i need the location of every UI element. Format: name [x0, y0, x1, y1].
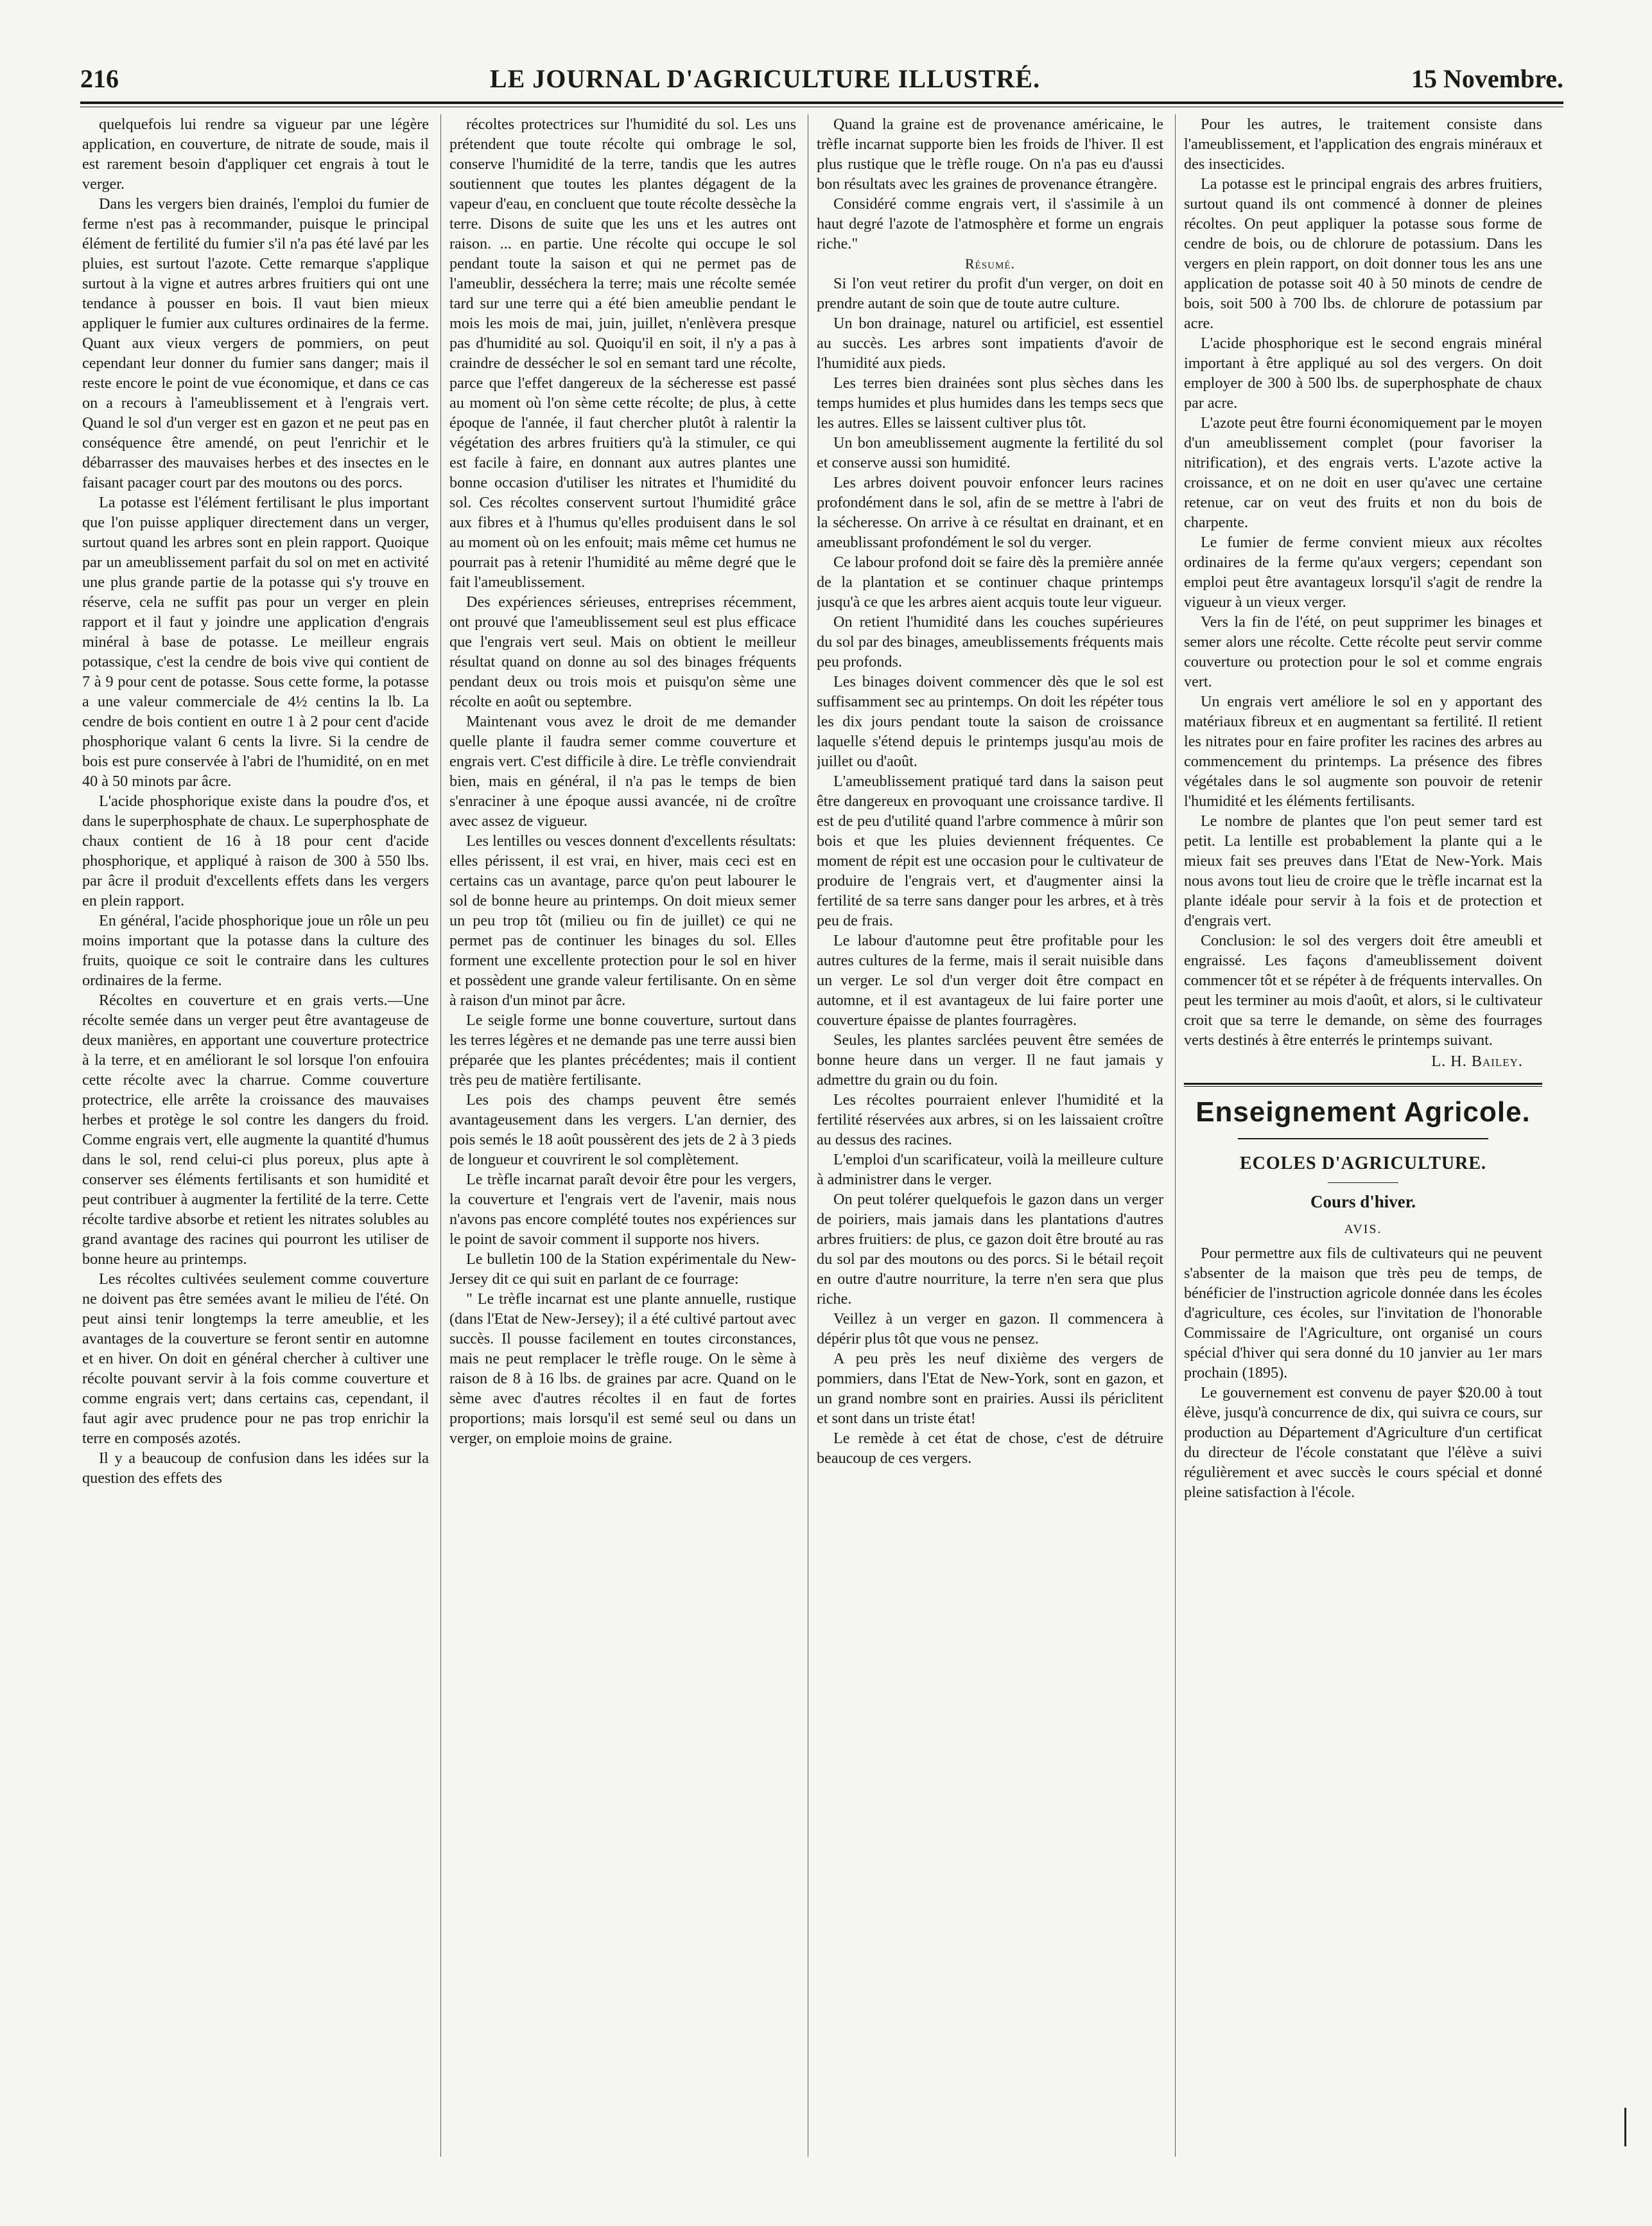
short-rule	[1328, 1182, 1398, 1183]
paragraph: Les pois des champs peuvent être semés avantageusement dans les vergers. L'an dernier, des pois semés le 18 août poussèrent des jets de 2 à 3 pieds de longueur et couvrirent le sol complètement.	[449, 1091, 796, 1168]
paragraph: Pour permettre aux fils de cultivateurs qui ne peuvent s'absenter de la maison que très peu de temps, de bénéficier de l'instruction agricole donnée dans les écoles d'agriculture, ces écoles, sur l'invitation de l'honorable Commissaire de l'Agriculture, ont organisé un cours spécial d'hiver qui sera donné du 10 janvier au 1er mars prochain (1895).	[1184, 1245, 1542, 1381]
margin-mark	[1624, 2108, 1626, 2146]
column-3	[817, 114, 1163, 2169]
paragraph: Un bon ameublissement augmente la fertilité du sol et conserve aussi son humidité.	[817, 434, 1163, 471]
paragraph: Seules, les plantes sarclées peuvent être semées de bonne heure dans un verger. Il ne faut jamais y admettre du grain ou du foin.	[817, 1031, 1163, 1089]
section-title: Enseignement Agricole.	[1196, 1096, 1531, 1128]
paragraph: Les arbres doivent pouvoir enfoncer leurs racines profondément dans le sol, afin de se mettre à l'abri de la sécheresse. On arrive à ce résultat en drainant, et en ameublissant profondément le sol du verger.	[817, 474, 1163, 551]
paragraph: L'acide phosphorique existe dans la poudre d'os, et dans le superphosphate de chaux. Le superphosphate de chaux contient de 16 à 18 pour cent d'acide phosphorique, et appliqué à raison de 300 à 550 lbs. par âcre il produit d'excellents effets dans les vergers en plein rapport.	[82, 793, 429, 909]
column-4	[1184, 114, 1542, 2169]
paragraph: Veillez à un verger en gazon. Il commencera à dépérir plus tôt que vous ne pensez.	[817, 1310, 1163, 1347]
paragraph: Il y a beaucoup de confusion dans les idées sur la question des effets des	[82, 1450, 429, 1487]
column-divider	[440, 114, 441, 2157]
page-header	[80, 59, 1563, 98]
paragraph: Pour les autres, le traitement consiste dans l'ameublissement, et l'application des engrais minéraux et des insecticides.	[1184, 116, 1542, 173]
paragraph: Des expériences sérieuses, entreprises récemment, ont prouvé que l'ameublissement seul est plus efficace que l'engrais vert seul. Mais on obtient le meilleur résultat quand on donne au sol des binages fréquents pendant deux ou trois mois et puisqu'on sème une récolte en août ou septembre.	[449, 593, 796, 710]
notice-label: AVIS.	[1344, 1222, 1382, 1236]
paragraph: Le labour d'automne peut être profitable pour les autres cultures de la ferme, mais il serait nuisible dans un verger. Le sol d'un verger doit être compact en automne, et il est avantageux de lui faire porter une couverture épaisse de plantes fourragères.	[817, 932, 1163, 1029]
issue-date: 15 Novembre.	[1411, 64, 1563, 93]
paragraph: Un bon drainage, naturel ou artificiel, est essentiel au succès. Les arbres sont impatients d'avoir de l'humidité aux pieds.	[817, 315, 1163, 372]
paragraph: L'acide phosphorique est le second engrais minéral important à être appliqué au sol des vergers. On doit employer de 300 à 500 lbs. de superphosphate de chaux par acre.	[1184, 335, 1542, 412]
column-1	[82, 114, 429, 2169]
paragraph: Conclusion: le sol des vergers doit être ameubli et engraissé. Les façons d'ameublissement doivent commencer tôt et se répéter à de fréquents intervalles. On peut les terminer au mois d'août, et alors, si le cultivateur croit que sa terre le demande, on sème des fourrages verts destinés à être enterrés le printemps suivant.	[1184, 932, 1542, 1049]
paragraph: L'emploi d'un scarificateur, voilà la meilleure culture à administrer dans le verger.	[817, 1151, 1163, 1188]
paragraph: Le seigle forme une bonne couverture, surtout dans les terres légères et ne demande pas une terre aussi bien préparée que les plantes précédentes; mais il contient très peu de matière fertilisante.	[449, 1012, 796, 1089]
section-rule	[1184, 1083, 1542, 1085]
paragraph: Les récoltes cultivées seulement comme couverture ne doivent pas être semées avant le milieu de l'été. On peut ainsi tenir longtemps la terre ameublie, et les avantages de la couverture se feront sentir en automne et en hiver. On doit en général chercher à cultiver une récolte pouvant servir à la fois comme couverture et comme engrais vert; dans certains cas, cependant, il faut agir avec prudence pour ne pas trop enrichir la terre en composés azotés.	[82, 1270, 429, 1447]
section-title-rule	[1238, 1138, 1489, 1139]
paragraph: L'ameublissement pratiqué tard dans la saison peut être dangereux en provoquant une croissance tardive. Il est de peu d'utilité quand l'arbre commence à mûrir son bois et que les pluies deviennent fréquentes. Ce moment de répit est une occasion pour le cultivateur de produire de l'engrais vert, et d'augmenter ainsi la fertilité de sa terre sans danger pour les arbres, et à très peu de frais.	[817, 773, 1163, 929]
paragraph: Les lentilles ou vesces donnent d'excellents résultats: elles périssent, il est vrai, en hiver, mais ceci est en certains cas un avantage, parce qu'on peut labourer le sol de bonne heure au printemps. On doit mieux semer un peu trop tôt (milieu ou fin de juillet) ce qui ne permet pas de continuer les binages du sol. Elles forment une excellente protection pour le sol en hiver et possèdent une grande valeur fertilisante. On en sème à raison d'un minot par âcre.	[449, 832, 796, 1009]
paragraph: Ce labour profond doit se faire dès la première année de la plantation et se continuer chaque printemps jusqu'à ce que les arbres aient acquis toute leur vigueur.	[817, 554, 1163, 611]
paragraph: Un engrais vert améliore le sol en y apportant des matériaux fibreux et en augmentant sa fertilité. Il retient les nitrates pour en faire profiter les racines des arbres au commencement du printemps. La présence des fibres végétales dans le sol augmente son pouvoir de retenir l'humidité et les éléments fertilisants.	[1184, 693, 1542, 810]
paragraph: Récoltes en couverture et en grais verts.—Une récolte semée dans un verger peut être avantageuse de deux manières, en apportant une couverture protectrice à la terre, et en améliorant le sol lorsque l'on enfouira cette récolte avec la charrue. Comme couverture protectrice, elle arrête la croissance des mauvaises herbes et protège le sol contre les dangers du froid. Comme engrais vert, elle augmente la quantité d'humus dans le sol, rend celui-ci plus poreux, plus apte à conserver ses éléments fertilisants et son humidité et peut contribuer à augmenter la fertilité de la terre. Cette récolte tardive absorbe et retient les nitrates solubles au grand avantage des racines qui pourront les utiliser de bonne heure au printemps.	[82, 992, 429, 1268]
paragraph: " Le trèfle incarnat est une plante annuelle, rustique (dans l'Etat de New-Jersey); il a été cultivé partout avec succès. Il pousse facilement en toutes circonstances, mais ne peut remplacer le trèfle rouge. On le sème à raison de 8 à 16 lbs. de graines par acre. Quand on le sème avec d'autres récoltes il en faut de fortes proportions; mais lorsqu'il est semé seul ou dans un verger, on emploie moins de graine.	[449, 1290, 796, 1447]
column-2	[449, 114, 796, 2169]
paragraph: Le bulletin 100 de la Station expérimentale du New-Jersey dit ce qui suit en parlant de ce fourrage:	[449, 1250, 796, 1288]
section-enseignement	[1184, 1083, 1542, 1502]
column-divider	[1175, 114, 1176, 2157]
paragraph: Les terres bien drainées sont plus sèches dans les temps humides et plus humides dans les temps secs que les autres. Elles se laissent cultiver plus tôt.	[817, 374, 1163, 432]
header-rule	[80, 101, 1563, 104]
section-rule-thin	[1184, 1086, 1542, 1087]
page-number: 216	[80, 64, 119, 93]
paragraph: Le remède à cet état de chose, c'est de détruire beaucoup de ces vergers.	[817, 1430, 1163, 1467]
journal-title: LE JOURNAL D'AGRICULTURE ILLUSTRÉ.	[489, 64, 1041, 93]
paragraph: Maintenant vous avez le droit de me demander quelle plante il faudra semer comme couverture et engrais vert. C'est difficile à dire. Le trèfle conviendrait bien, mais en général, il n'a pas le temps de bien s'enraciner à une époque aussi avancée, ni de croître avec assez de vigueur.	[449, 713, 796, 830]
paragraph: En général, l'acide phosphorique joue un rôle un peu moins important que la potasse dans la culture des fruits, quoique ce soit le contraire dans les cultures ordinaires de la ferme.	[82, 912, 429, 989]
paragraph: Le trèfle incarnat paraît devoir être pour les vergers, la couverture et l'engrais vert de l'avenir, mais nous n'avons pas encore complété toutes nos expériences sur le point de savoir comment il supporte nos hivers.	[449, 1171, 796, 1248]
paragraph: Les récoltes pourraient enlever l'humidité et la fertilité réservées aux arbres, si on les laissaient croître au dessus des racines.	[817, 1091, 1163, 1148]
paragraph: Si l'on veut retirer du profit d'un verger, on doit en prendre autant de soin que de toute autre culture.	[817, 275, 1163, 312]
paragraph: On retient l'humidité dans les couches supérieures du sol par des binages, ameublissements fréquents mais peu profonds.	[817, 613, 1163, 670]
paragraph: quelquefois lui rendre sa vigueur par une légère application, en couverture, de nitrate de soude, mais il est rarement besoin d'appliquer cet engrais à tout le verger.	[82, 116, 429, 193]
paragraph: La potasse est l'élément fertilisant le plus important que l'on puisse appliquer directement dans un verger, surtout quand les arbres sont en plein rapport. Quoique par un ameublissement parfait du sol on met en activité une plus grande partie de la potasse qui s'y trouve en réserve, cela ne suffit pas pour un verger en plein rapport et il faut y joindre une application d'engrais minéral à base de potasse. Le meilleur engrais potassique, c'est la cendre de bois vive qui contient de 7 à 9 pour cent de potasse. Sous cette forme, la potasse a une valeur commerciale de 4½ centins la lb. La cendre de bois contient en outre 1 à 2 pour cent d'acide phosphorique valant 6 cents la livre. Si la cendre de bois est pure conservée à l'abri de l'humidité, on en met 40 à 50 minots par âcre.	[82, 494, 429, 790]
paragraph: Les binages doivent commencer dès que le sol est suffisamment sec au printemps. On doit les répéter tous les dix jours pendant toute la saison de croissance laquelle s'étend depuis le printemps jusqu'au mois de juillet ou d'août.	[817, 673, 1163, 770]
paragraph: Considéré comme engrais vert, il s'assimile à un haut degré l'azote de l'atmosphère et forme un engrais riche."	[817, 195, 1163, 252]
paragraph: Dans les vergers bien drainés, l'emploi du fumier de ferme n'est pas à recommander, puisque le principal élément de fertilité du fumier s'il n'a pas été lavé par les pluies, est surtout l'azote. Cette remarque s'applique surtout à la vigne et autres arbres fruitiers qui ont une tendance à pousser en bois. Il vaut bien mieux appliquer le fumier aux cultures ordinaires de la ferme. Quant aux vieux vergers de pommiers, on peut cependant leur donner du fumier sans danger; mais il reste encore le point de vue économique, et dans ce cas on a recours à l'ameublissement et à l'engrais vert. Quand le sol d'un verger est en gazon et ne peut pas en conséquence être amendé, on peut l'enrichir et le débarrasser des mauvaises herbes et des insectes en le faisant pacager court par des moutons ou des porcs.	[82, 195, 429, 491]
paragraph: La potasse est le principal engrais des arbres fruitiers, surtout quand ils ont commencé à donner de pleines récoltes. On peut appliquer la potasse sous forme de cendre de bois, ou de chlorure de potassium. Dans les vergers en plein rapport, on doit donner tous les ans une application de potasse soit 40 à 50 minots de cendre de bois, soit 500 à 700 lbs. de chlorure de potassium par acre.	[1184, 175, 1542, 332]
paragraph: Quand la graine est de provenance américaine, le trèfle incarnat supporte bien les froids de l'hiver. Il est plus rustique que le trèfle rouge. On n'a pas eu d'aussi bon résultats avec les graines de provenance étrangère.	[817, 116, 1163, 193]
paragraph: Le fumier de ferme convient mieux aux récoltes ordinaires de la ferme qu'aux vergers; cependant son emploi peut être avantageux lorsqu'il s'agit de rendre la vigueur à un vieux verger.	[1184, 534, 1542, 611]
paragraph: A peu près les neuf dixième des vergers de pommiers, dans l'Etat de New-York, sont en gazon, et un grand nombre sont en prairies. Aussi ils périclitent et sont dans un triste état!	[817, 1350, 1163, 1427]
paragraph: Le nombre de plantes que l'on peut semer tard est petit. La lentille est probablement la plante qui a le mieux fait ses preuves dans l'Etat de New-York. Mais nous avons tout lieu de croire que le trèfle incarnat est la plante idéale pour servir à la fois et de protection et d'engrais vert.	[1184, 812, 1542, 929]
paragraph: récoltes protectrices sur l'humidité du sol. Les uns prétendent que toute récolte qui ombrage le sol, conserve l'humidité de la terre, tandis que les autres soutiennent que toutes les plantes dégagent de la vapeur d'eau, en concluent que toute récolte dessèche la terre. Disons de suite que les uns et les autres ont raison. ... en partie. Une récolte qui occupe le sol pendant toute la saison et qui ne permet pas de l'ameublir, desséchera la terre; mais une récolte semée tard sur une terre qui a été bien ameublie pendant le mois les mois de mai, juin, juillet, n'enlèvera presque pas d'humidité au sol. Quoiqu'il en soit, il n'y a pas à craindre de dessécher le sol en semant tard une récolte, parce que l'effet dangereux de la sécheresse est passé au moment où l'on sème cette récolte; de plus, à cette époque de l'année, il faut chercher plutôt à ralentir la végétation des arbres fruitiers qu'à la stimuler, ce qui est facile à faire, en donnant aux autres plantes une bonne occasion d'utiliser les nitrates et l'humidité du sol. Ces récoltes conservent surtout l'humidité grâce aux fibres et à l'humus qu'elles produisent dans le sol au moment où on les enfouit; mais même cet humus ne pourrait pas à retenir l'humidité au même degré que le fait l'ameublissement.	[449, 116, 796, 591]
paragraph: Vers la fin de l'été, on peut supprimer les binages et semer alors une récolte. Cette récolte peut servir comme couverture ou protection pour le sol et comme engrais vert.	[1184, 613, 1542, 690]
paragraph: Le gouvernement est convenu de payer $20.00 à tout élève, jusqu'à concurrence de dix, qui suivra ce cours, sur production au Département d'Agriculture d'un certificat du directeur de l'école constatant que l'élève a suivi régulièrement et avec succès le cours spécial et donné pleine satisfaction à l'école.	[1184, 1384, 1542, 1501]
section-subtitle: ECOLES D'AGRICULTURE.	[1239, 1153, 1487, 1173]
resume-heading: Résumé.	[964, 256, 1015, 272]
paragraph: L'azote peut être fourni économiquement par le moyen d'un ameublissement complet (pour favoriser la nitrification), et des engrais verts. L'azote active la croissance, et on ne doit en user qu'avec une certaine retenue, car on veut des fruits et non du bois de charpente.	[1184, 414, 1542, 531]
paragraph: On peut tolérer quelquefois le gazon dans un verger de poiriers, mais jamais dans les plantations d'autres arbres fruitiers: de plus, ce gazon doit être brouté au ras du sol par des moutons ou des porcs. Si le bétail reçoit en outre d'autre nourriture, la terre n'en sera que plus riche.	[817, 1191, 1163, 1308]
author-signature: L. H. Bailey.	[1431, 1053, 1523, 1070]
section-sub-subtitle: Cours d'hiver.	[1310, 1192, 1416, 1211]
